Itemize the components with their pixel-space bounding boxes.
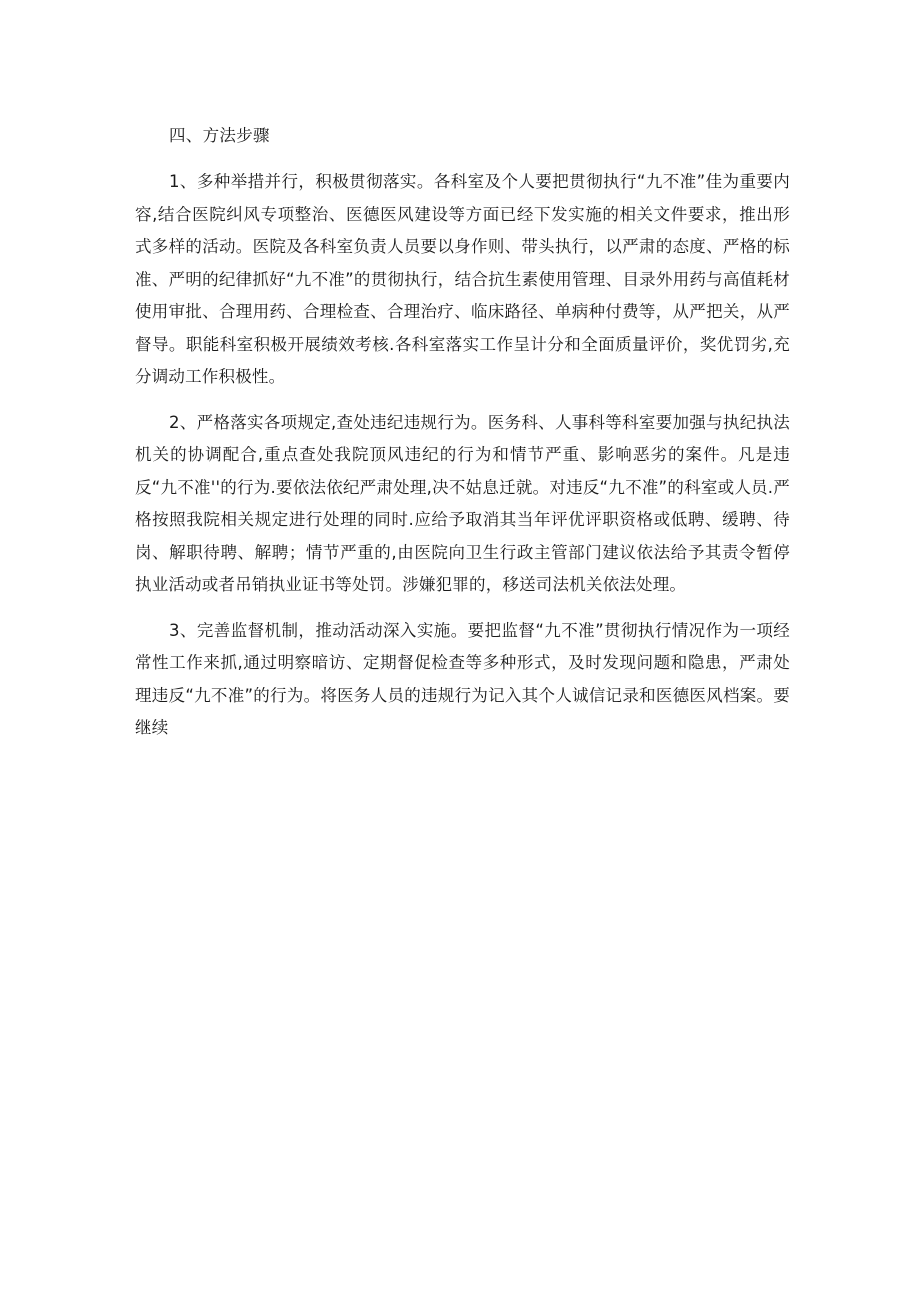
document-body [135, 120, 790, 758]
section-heading: 四、方法步骤 [169, 126, 270, 145]
paragraph-3: 3、完善监督机制，推动活动深入实施。要把监督“九不准”贯彻执行情况作为一项经常性工作来抓,通过明察暗访、定期督促检查等多种形式，及时发现问题和隐患，严肃处理违反“九不准”的行为。将医务人员的违规行为记入其个人诚信记录和医德医风档案。要继续 [135, 620, 790, 737]
paragraph-1: 1、多种举措并行，积极贯彻落实。各科室及个人要把贯彻执行“九不准”佳为重要内容,结合医院纠风专项整治、医德医风建设等方面已经下发实施的相关文件要求，推出形式多样的活动。医院及各科室负责人员要以身作则、带头执行，以严肃的态度、严格的标准、严明的纪律抓好“九不准”的贯彻执行，结合抗生素使用管理、目录外用药与高值耗材使用审批、合理用药、合理检查、合理治疗、临床路径、单病种付费等，从严把关，从严督导。职能科室积极开展绩效考核.各科室落实工作呈计分和全面质量评价，奖优罚劣,充分调动工作积极性。 [135, 172, 790, 386]
paragraph-2: 2、严格落实各项规定,查处违纪违规行为。医务科、人事科等科室要加强与执纪执法机关的协调配合,重点查处我院顶风违纪的行为和情节严重、影响恶劣的案件。凡是违反“九不准''的行为.要依法依纪严肃处理,决不姑息迁就。对违反“九不准”的科室或人员.严格按照我院相关规定进行处理的同时.应给予取消其当年评优评职资格或低聘、缓聘、待岗、解职待聘、解聘；情节严重的,由医院向卫生行政主管部门建议依法给予其责令暂停执业活动或者吊销执业证书等处罚。涉嫌犯罪的，移送司法机关依法处理。 [135, 412, 790, 594]
